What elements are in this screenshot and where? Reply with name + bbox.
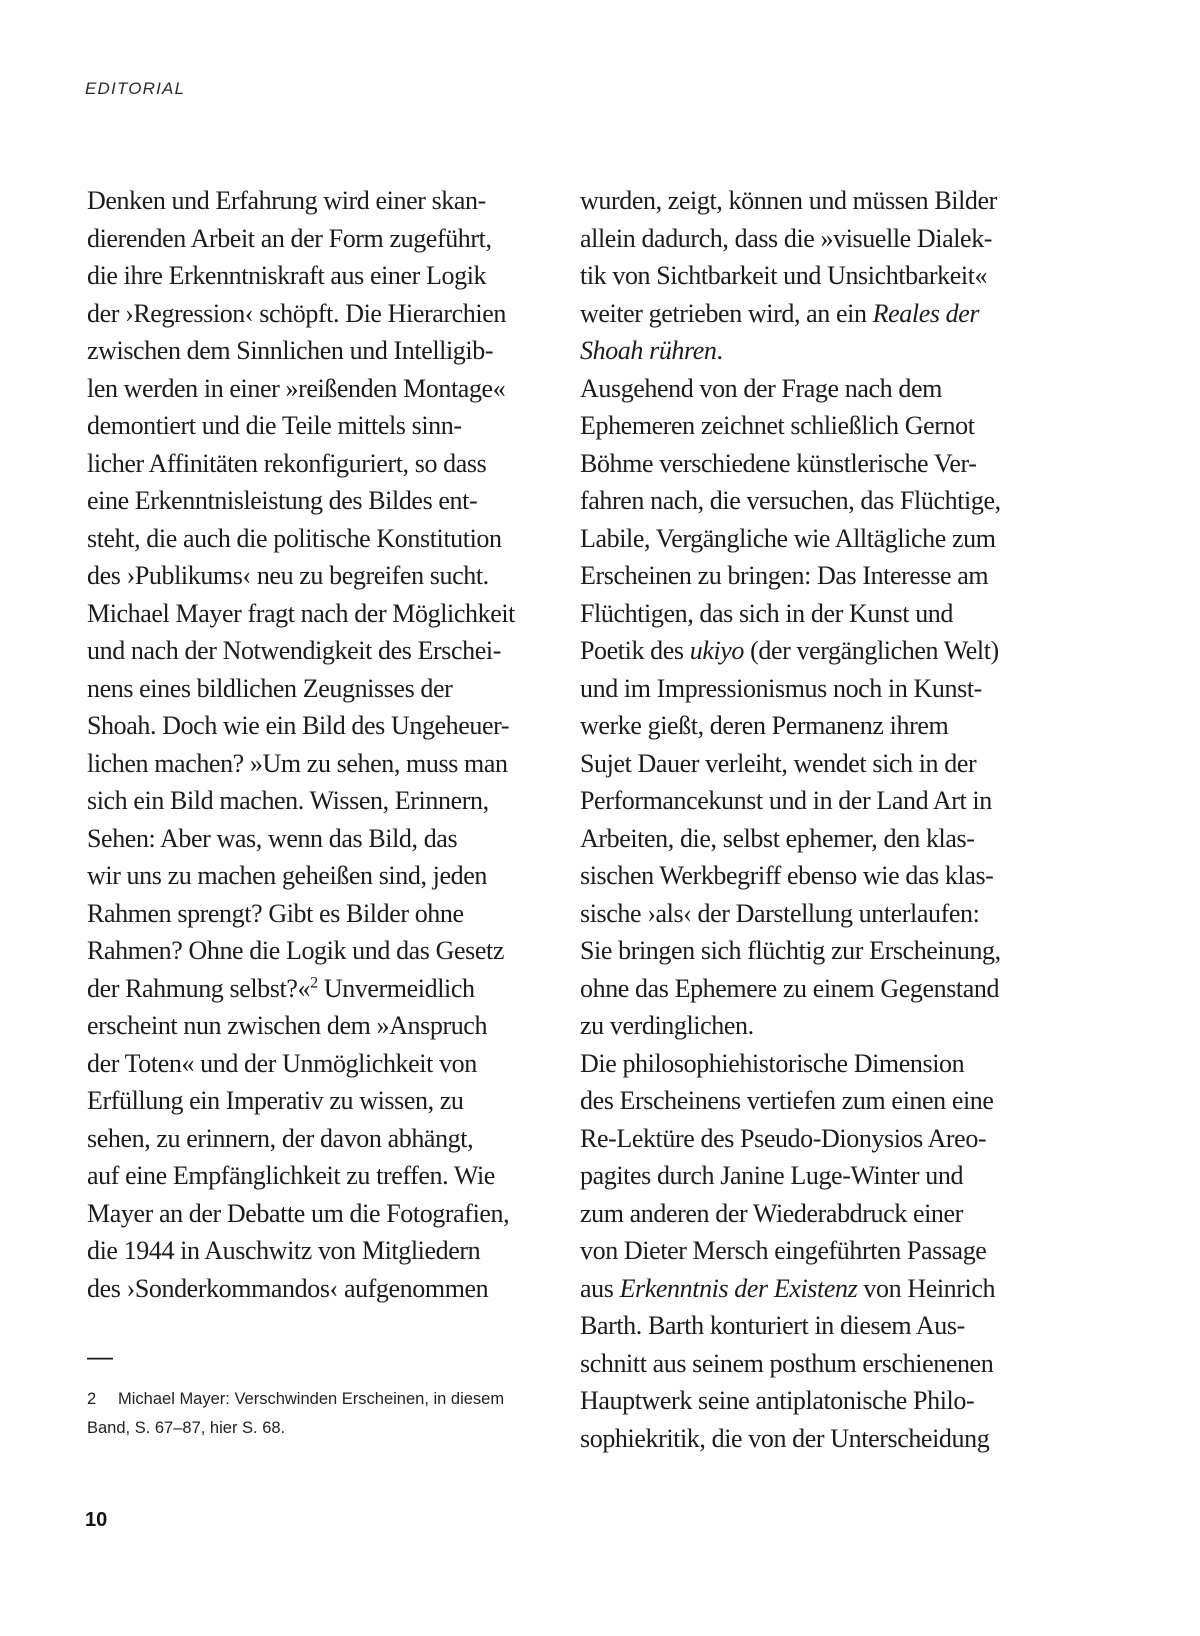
text-line xyxy=(580,557,1025,595)
text-line xyxy=(87,1007,520,1045)
text-line xyxy=(87,820,520,858)
text-run: die 1944 in Auschwitz von Mitgliedern xyxy=(87,1236,481,1265)
text-run: Sehen: Aber was, wenn das Bild, das xyxy=(87,823,458,853)
footnote-text-block xyxy=(87,1385,520,1443)
text-run: (der vergänglichen Welt) xyxy=(744,636,999,665)
text-line xyxy=(87,632,520,670)
text-line xyxy=(580,332,1025,370)
text-run: Shoah. Doch wie ein Bild des Ungeheuer- xyxy=(87,711,510,740)
text-line xyxy=(580,1382,1025,1420)
text-line xyxy=(87,745,520,783)
footnote xyxy=(87,1343,520,1443)
text-line xyxy=(87,1045,520,1083)
text-run: zum anderen der Wiederabdruck einer xyxy=(580,1198,963,1228)
text-run: dierenden Arbeit an der Form zugeführt, xyxy=(87,223,492,253)
text-line xyxy=(87,782,520,820)
text-run: Re-Lektüre des Pseudo-Dionysios Areo- xyxy=(580,1123,987,1153)
text-line xyxy=(580,782,1025,820)
text-line xyxy=(580,1082,1025,1120)
text-run: von Heinrich xyxy=(857,1273,996,1303)
text-run: Rahmen sprengt? Gibt es Bilder ohne xyxy=(87,898,464,928)
text-run: licher Affinitäten rekonfiguriert, so dass xyxy=(87,448,487,478)
text-run: . xyxy=(716,336,723,365)
text-run: zwischen dem Sinnlichen und Intelligib- xyxy=(87,336,494,365)
text-run: lichen machen? »Um zu sehen, muss man xyxy=(87,748,508,778)
text-line xyxy=(87,1232,520,1270)
text-line xyxy=(580,370,1025,408)
text-run: Mayer an der Debatte um die Fotografien, xyxy=(87,1198,510,1228)
text-line xyxy=(87,332,520,370)
text-run: Flüchtigen, das sich in der Kunst und xyxy=(580,598,953,628)
text-line xyxy=(580,745,1025,783)
text-run: die ihre Erkenntniskraft aus einer Logik xyxy=(87,261,487,290)
text-line xyxy=(87,182,520,220)
text-run: erscheint nun zwischen dem »Anspruch xyxy=(87,1011,488,1040)
text-run: der ›Regression‹ schöpft. Die Hierarchien xyxy=(87,298,506,328)
text-run: Michael Mayer fragt nach der Möglichkeit xyxy=(87,598,515,628)
text-line xyxy=(87,970,520,1008)
footnote-reference: 2 xyxy=(310,973,318,991)
text-run: Rahmen? Ohne die Logik und das Gesetz xyxy=(87,936,504,965)
text-line xyxy=(580,1157,1025,1195)
text-run: wir uns zu machen geheißen sind, jeden xyxy=(87,861,487,890)
text-line xyxy=(87,670,520,708)
text-run: sische ›als‹ der Darstellung unterlaufen: xyxy=(580,898,980,928)
footnote-number: 2 xyxy=(87,1390,97,1408)
text-run: zu verdinglichen. xyxy=(580,1011,754,1040)
text-run: Böhme verschiedene künstlerische Ver- xyxy=(580,448,977,478)
text-run: pagites durch Janine Luge-Winter und xyxy=(580,1161,964,1190)
text-run: der Rahmung selbst?« xyxy=(87,973,311,1003)
text-line xyxy=(580,520,1025,558)
text-run: Unvermeidlich xyxy=(317,973,475,1003)
text-line xyxy=(580,970,1025,1008)
text-line xyxy=(580,1120,1025,1158)
text-run: nens eines bildlichen Zeugnisses der xyxy=(87,673,453,703)
text-run: demontiert und die Teile mittels sinn- xyxy=(87,411,462,440)
text-run: des ›Sonderkommandos‹ aufgenommen xyxy=(87,1273,489,1303)
two-column-text-block xyxy=(87,182,1025,1457)
text-run: schnitt aus seinem posthum erschienenen xyxy=(580,1348,994,1378)
italic-text-run: ukiyo xyxy=(689,636,745,665)
footnote-separator: — xyxy=(87,1341,113,1371)
text-line xyxy=(87,1195,520,1233)
text-line xyxy=(580,632,1025,670)
text-line xyxy=(580,595,1025,633)
text-run: sehen, zu erinnern, der davon abhängt, xyxy=(87,1123,474,1153)
text-line xyxy=(87,370,520,408)
text-run: Denken und Erfahrung wird einer skan- xyxy=(87,186,486,215)
text-line xyxy=(87,707,520,745)
text-run: Arbeiten, die, selbst ephemer, den klas- xyxy=(580,823,975,853)
text-line xyxy=(580,1420,1025,1458)
text-line xyxy=(580,895,1025,933)
text-line xyxy=(580,182,1025,220)
text-run: fahren nach, die versuchen, das Flüchtige, xyxy=(580,486,1001,515)
italic-text-run: Erkenntnis der Existenz xyxy=(619,1273,858,1303)
text-run: Barth. Barth konturiert in diesem Aus- xyxy=(580,1311,965,1340)
text-line xyxy=(87,595,520,633)
text-run: Hauptwerk seine antiplatonische Philo- xyxy=(580,1386,975,1415)
text-run: Erscheinen zu bringen: Das Interesse am xyxy=(580,561,989,590)
text-line xyxy=(580,1007,1025,1045)
text-line xyxy=(87,1120,520,1158)
text-run: werke gießt, deren Permanenz ihrem xyxy=(580,711,949,740)
text-line xyxy=(87,1157,520,1195)
text-line xyxy=(580,1232,1025,1270)
column-right xyxy=(580,182,1025,1457)
text-line xyxy=(87,895,520,933)
text-line xyxy=(580,407,1025,445)
text-run: tik von Sichtbarkeit und Unsichtbarkeit« xyxy=(580,261,988,290)
text-run: Poetik des xyxy=(580,636,690,665)
text-line xyxy=(580,1045,1025,1083)
text-line xyxy=(580,932,1025,970)
text-run: Die philosophiehistorische Dimension xyxy=(580,1048,965,1078)
text-run: sischen Werkbegriff ebenso wie das klas- xyxy=(580,861,994,890)
text-run: Sie bringen sich flüchtig zur Erscheinung, xyxy=(580,936,1001,965)
text-line xyxy=(87,1270,520,1308)
text-line xyxy=(87,932,520,970)
text-run: ohne das Ephemere zu einem Gegenstand xyxy=(580,973,1000,1003)
running-head: EDITORIAL xyxy=(85,79,186,98)
text-line xyxy=(87,257,520,295)
page-number: 10 xyxy=(85,1509,108,1531)
column-right-lines xyxy=(580,182,1025,1457)
text-run: des Erscheinens vertiefen zum einen eine xyxy=(580,1086,994,1115)
text-line xyxy=(87,445,520,483)
text-run: Ausgehend von der Frage nach dem xyxy=(580,373,942,403)
text-run: und im Impressionismus noch in Kunst- xyxy=(580,673,982,703)
text-run: Sujet Dauer verleiht, wendet sich in der xyxy=(580,748,977,778)
column-left-lines xyxy=(87,182,520,1307)
text-line xyxy=(87,295,520,333)
text-run: Ephemeren zeichnet schließlich Gernot xyxy=(580,411,975,440)
text-line xyxy=(580,1307,1025,1345)
text-run: eine Erkenntnisleistung des Bildes ent- xyxy=(87,486,478,515)
text-run: des ›Publikums‹ neu zu begreifen sucht. xyxy=(87,561,489,590)
text-run: len werden in einer »reißenden Montage« xyxy=(87,373,506,403)
footnote-line xyxy=(87,1385,520,1414)
text-run: und nach der Notwendigkeit des Erschei- xyxy=(87,636,501,665)
text-line xyxy=(580,445,1025,483)
text-run: auf eine Empfänglichkeit zu treffen. Wie xyxy=(87,1161,495,1190)
text-line xyxy=(87,1082,520,1120)
text-run: allein dadurch, dass die »visuelle Dialek- xyxy=(580,223,993,253)
text-line xyxy=(580,1345,1025,1383)
footnote-line: Band, S. 67–87, hier S. 68. xyxy=(87,1419,286,1437)
text-run: sophiekritik, die von der Unterscheidung xyxy=(580,1423,990,1453)
text-line xyxy=(580,820,1025,858)
text-run: sich ein Bild machen. Wissen, Erinnern, xyxy=(87,786,489,815)
italic-text-run: Shoah rühren xyxy=(580,336,717,365)
text-run: Performancekunst und in der Land Art in xyxy=(580,786,992,815)
column-left xyxy=(87,182,520,1443)
text-line xyxy=(580,257,1025,295)
text-line xyxy=(87,220,520,258)
text-run: aus xyxy=(580,1273,620,1303)
text-line xyxy=(87,520,520,558)
italic-text-run: Reales der xyxy=(872,298,980,328)
footnote-text: Michael Mayer: Verschwinden Erscheinen, in diesem xyxy=(118,1390,505,1408)
text-run: steht, die auch die politische Konstitution xyxy=(87,523,502,553)
text-line xyxy=(580,857,1025,895)
text-run: Labile, Vergängliche wie Alltägliche zum xyxy=(580,523,996,553)
text-run: Erfüllung ein Imperativ zu wissen, zu xyxy=(87,1086,464,1115)
text-line xyxy=(87,557,520,595)
text-run: weiter getrieben wird, an ein xyxy=(580,298,873,328)
text-run: von Dieter Mersch eingeführten Passage xyxy=(580,1236,987,1265)
text-line xyxy=(580,220,1025,258)
text-line xyxy=(580,670,1025,708)
text-line xyxy=(87,482,520,520)
text-line xyxy=(580,482,1025,520)
text-run: wurden, zeigt, können und müssen Bilder xyxy=(580,186,997,215)
text-line xyxy=(87,857,520,895)
text-line xyxy=(580,295,1025,333)
text-line xyxy=(87,407,520,445)
text-line xyxy=(580,1270,1025,1308)
text-run: der Toten« und der Unmöglichkeit von xyxy=(87,1048,477,1078)
text-line xyxy=(580,707,1025,745)
text-line xyxy=(580,1195,1025,1233)
